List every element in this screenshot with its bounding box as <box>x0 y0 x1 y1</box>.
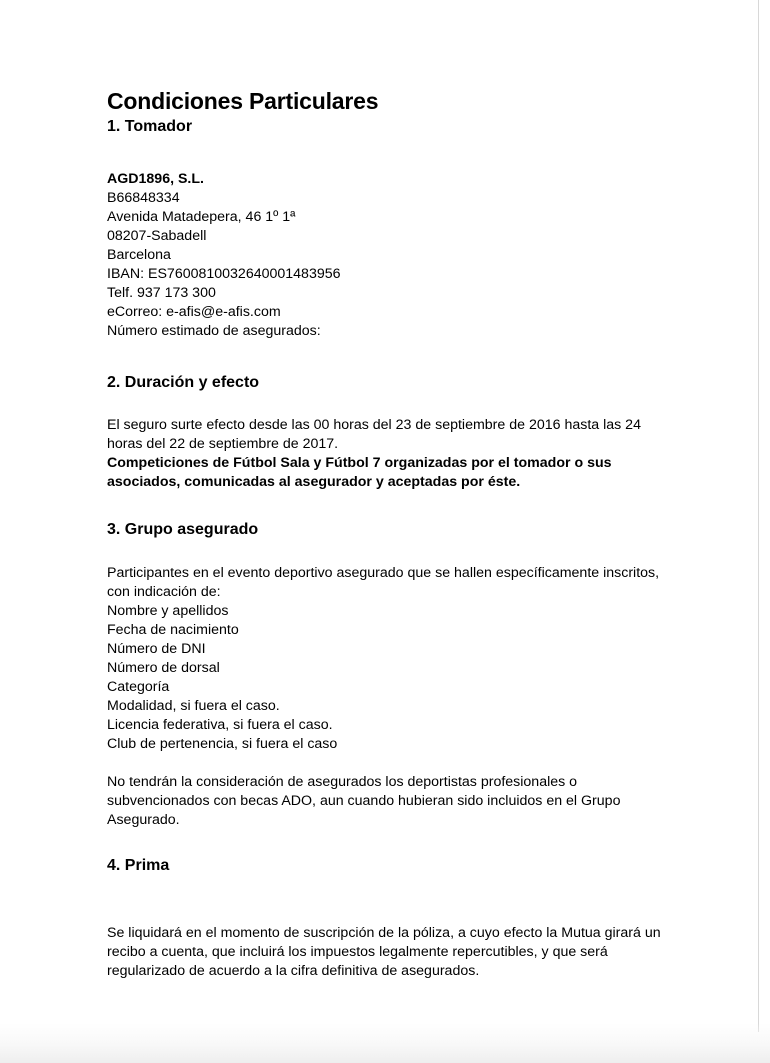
list-item: Número de DNI <box>107 641 206 657</box>
section-heading-prima: 4. Prima <box>107 857 170 874</box>
spacer <box>107 341 663 373</box>
list-item: Fecha de nacimiento <box>107 622 239 638</box>
spacer <box>107 830 663 856</box>
tomador-tax-id: B66848334 <box>107 190 180 206</box>
grupo-intro: Participantes en el evento deportivo asegurado que se hallen específicamente inscritos, con indicación de: <box>107 565 660 600</box>
page-edge-shadow <box>0 1023 770 1063</box>
spacer <box>107 393 663 416</box>
tomador-address: Avenida Matadepera, 46 1º 1ª <box>107 209 296 225</box>
list-item: Nombre y apellidos <box>107 603 229 619</box>
tomador-company-name: AGD1896, S.L. <box>107 171 204 187</box>
section-heading-duracion: 2. Duración y efecto <box>107 374 260 391</box>
tomador-iban: IBAN: ES7600810032640001483956 <box>107 266 341 282</box>
prima-paragraph: Se liquidará en el momento de suscripción de la póliza, a cuyo efecto la Mutua girará un recibo a cuenta, que incluirá los impuestos legalmente repercutibles, y que será regularizado de acuerdo a la cifra definitiva de asegurados. <box>107 925 661 979</box>
grupo-exclusion-paragraph: No tendrán la consideración de asegurados los deportistas profesionales o subvencionados con becas ADO, aun cuando hubieran sido incluidos en el Grupo Asegurado. <box>107 774 621 828</box>
list-item: Club de pertenencia, si fuera el caso <box>107 736 338 752</box>
tomador-postal-city: 08207-Sabadell <box>107 228 207 244</box>
tomador-details <box>107 170 663 341</box>
list-item: Categoría <box>107 679 170 695</box>
page-title: Condiciones Particulares <box>107 88 379 114</box>
spacer <box>107 540 663 564</box>
tomador-phone: Telf. 937 173 300 <box>107 285 216 301</box>
page-border-right <box>758 0 759 1032</box>
list-item: Número de dorsal <box>107 660 220 676</box>
list-item: Licencia federativa, si fuera el caso. <box>107 717 333 733</box>
section-heading-tomador: 1. Tomador <box>107 118 193 135</box>
document-content <box>107 88 663 981</box>
duracion-paragraph-bold: Competiciones de Fútbol Sala y Fútbol 7 organizadas por el tomador o sus asociados, comunicadas al asegurador y aceptadas por éste. <box>107 455 612 490</box>
tomador-province: Barcelona <box>107 247 171 263</box>
spacer <box>107 492 663 520</box>
section-heading-grupo: 3. Grupo asegurado <box>107 521 259 538</box>
spacer <box>107 754 663 773</box>
spacer <box>107 876 663 924</box>
list-item: Modalidad, si fuera el caso. <box>107 698 280 714</box>
duracion-paragraph: El seguro surte efecto desde las 00 horas del 23 de septiembre de 2016 hasta las 24 horas del 22 de septiembre de 2017. <box>107 417 641 452</box>
tomador-estimated-insured: Número estimado de asegurados: <box>107 323 321 339</box>
grupo-field-list <box>107 602 663 754</box>
tomador-email: eCorreo: e-afis@e-afis.com <box>107 304 281 320</box>
